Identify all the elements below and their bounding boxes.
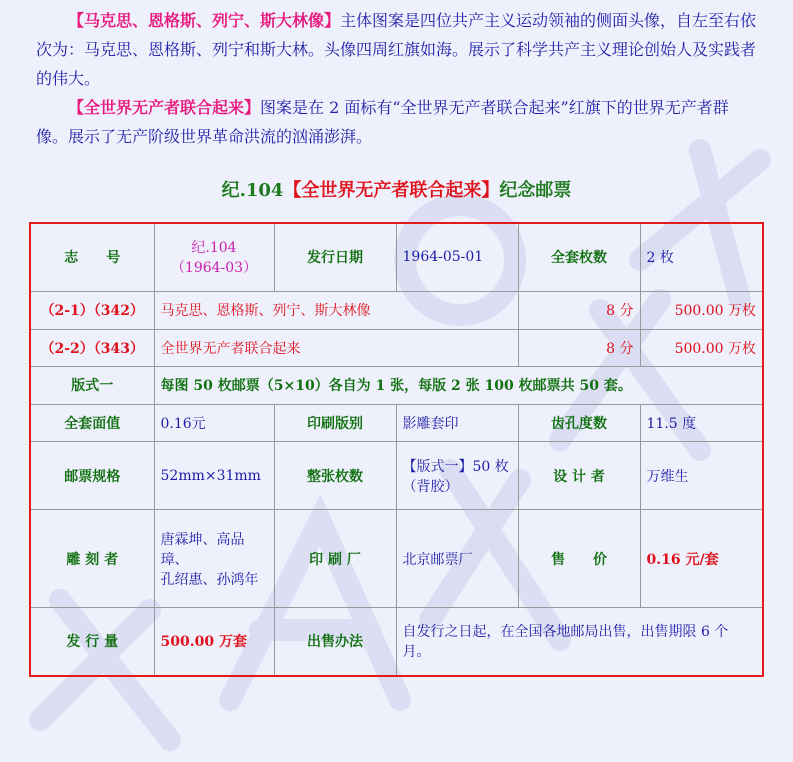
table-row [30, 329, 763, 367]
label-volume: 发 行 量 [30, 607, 154, 676]
stamp-qty-1: 500.00 万枚 [640, 291, 763, 329]
table-row [30, 404, 763, 442]
label-format: 版式一 [30, 367, 154, 405]
label-designer: 设 计 者 [518, 442, 640, 510]
stamp-code-1: （2-1）（342） [30, 291, 154, 329]
sheet-line2: （背胶） [402, 478, 459, 495]
set-count-value: 2 枚 [640, 223, 763, 291]
label-issue-date: 发行日期 [274, 223, 396, 291]
zhihao-line2: （1964-03） [170, 260, 258, 277]
intro-highlight-2: 【全世界无产者联合起来】 [68, 98, 261, 117]
title-suffix: 纪念邮票 [499, 180, 572, 201]
stamp-info-table [29, 222, 764, 677]
stamp-face-1: 8 分 [518, 291, 640, 329]
format-text: 每图 50 枚邮票（5×10）各自为 1 张，每版 2 张 100 枚邮票共 50 套。 [154, 367, 763, 405]
sale-method-value: 自发行之日起，在全国各地邮局出售，出售期限 6 个月。 [396, 607, 763, 676]
engraver-value [154, 510, 274, 608]
stamp-qty-2: 500.00 万枚 [640, 329, 763, 367]
label-printer: 印 刷 厂 [274, 510, 396, 608]
intro-body-2: 图案是在 2 面标有“全世界无产者联合起来”红旗下的世界无产者群像。展示了无产阶级世界革命洪流的汹涌澎湃。 [36, 98, 729, 146]
designer-value: 万维生 [640, 442, 763, 510]
title-prefix: 纪.104 [221, 180, 284, 201]
table-row [30, 607, 763, 676]
table-row [30, 291, 763, 329]
title-bracket: 【全世界无产者联合起来】 [283, 180, 500, 201]
table-row [30, 223, 763, 291]
sheet-count-value [396, 442, 518, 510]
engraver-line1: 唐霖坤、高品璋、 [160, 531, 245, 568]
table-row [30, 367, 763, 405]
zhihao-value [154, 223, 274, 291]
stamp-size-value: 52mm×31mm [154, 442, 274, 510]
intro-highlight-1: 【马克思、恩格斯、列宁、斯大林像】 [68, 11, 341, 30]
printer-value: 北京邮票厂 [396, 510, 518, 608]
label-print-method: 印刷版别 [274, 404, 396, 442]
table-row [30, 442, 763, 510]
price-value: 0.16 元/套 [640, 510, 763, 608]
label-set-count: 全套枚数 [518, 223, 640, 291]
page-title [0, 176, 793, 202]
stamp-code-2: （2-2）（343） [30, 329, 154, 367]
stamp-name-2: 全世界无产者联合起来 [154, 329, 518, 367]
label-total-face: 全套面值 [30, 404, 154, 442]
label-zhihao: 志 号 [30, 223, 154, 291]
total-face-value: 0.16元 [154, 404, 274, 442]
intro-paragraph-2 [36, 93, 760, 151]
intro-text [36, 6, 760, 151]
stamp-name-1: 马克思、恩格斯、列宁、斯大林像 [154, 291, 518, 329]
intro-paragraph-1 [36, 6, 760, 93]
label-perforation: 齿孔度数 [518, 404, 640, 442]
table-row [30, 510, 763, 608]
print-method-value: 影雕套印 [396, 404, 518, 442]
engraver-line2: 孔绍惠、孙鸿年 [160, 571, 259, 588]
label-stamp-size: 邮票规格 [30, 442, 154, 510]
issue-date-value: 1964-05-01 [396, 223, 518, 291]
perforation-value: 11.5 度 [640, 404, 763, 442]
label-sale-method: 出售办法 [274, 607, 396, 676]
label-sheet-count: 整张枚数 [274, 442, 396, 510]
volume-value: 500.00 万套 [154, 607, 274, 676]
stamp-face-2: 8 分 [518, 329, 640, 367]
label-price: 售 价 [518, 510, 640, 608]
sheet-line1: 【版式一】50 枚 [402, 458, 509, 475]
label-engraver: 雕 刻 者 [30, 510, 154, 608]
intro-body-1: 主体图案是四位共产主义运动领袖的侧面头像，自左至右依次为：马克思、恩格斯、列宁和斯大林。头像四周红旗如海。展示了科学共产主义理论创始人及实践者的伟大。 [36, 11, 757, 88]
zhihao-line1: 纪.104 [191, 240, 237, 257]
